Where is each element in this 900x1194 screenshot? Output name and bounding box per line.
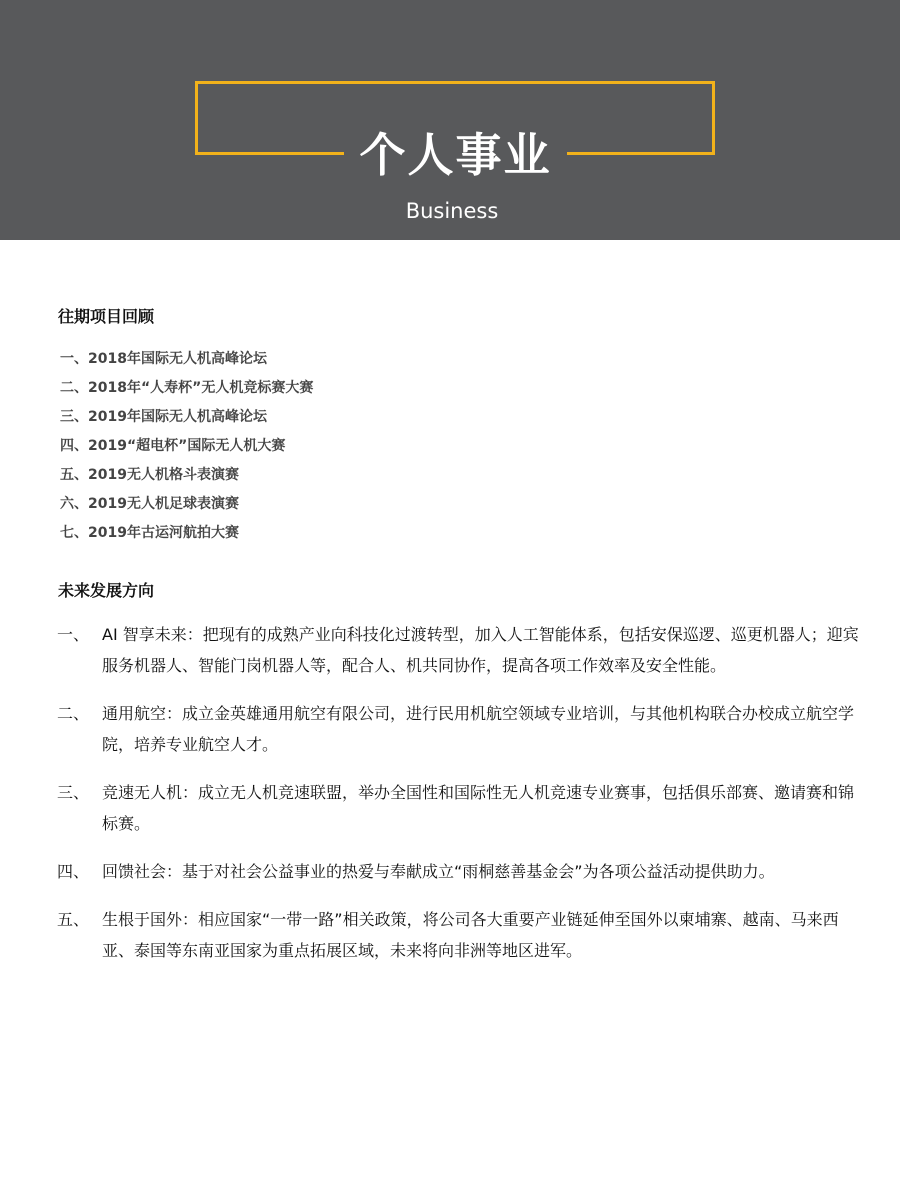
future-direction-text: 竞速无人机：成立无人机竞速联盟，举办全国性和国际性无人机竞速专业赛事，包括俱乐部赛、邀请赛和锦标赛。 — [102, 783, 855, 833]
future-direction-item — [57, 904, 867, 966]
future-direction-item — [57, 777, 867, 839]
past-project-item: 一、2018年国际无人机高峰论坛 — [60, 351, 267, 367]
past-project-item: 五、2019无人机格斗表演赛 — [60, 467, 239, 483]
future-directions-heading: 未来发展方向 — [58, 581, 155, 600]
future-direction-text: AI 智享未来：把现有的成熟产业向科技化过渡转型，加入人工智能体系，包括安保巡逻、巡更机器人；迎宾服务机器人、智能门岗机器人等，配合人、机共同协作，提高各项工作效率及安全性能。 — [102, 625, 859, 675]
future-direction-item — [57, 698, 867, 760]
future-direction-item — [57, 856, 867, 887]
past-project-item: 七、2019年古运河航拍大赛 — [60, 525, 239, 541]
future-direction-number: 四、 — [57, 862, 90, 881]
page-title: 个人事业 — [359, 128, 552, 182]
future-direction-text: 生根于国外：相应国家“一带一路”相关政策，将公司各大重要产业链延伸至国外以柬埔寨、越南、马来西亚、泰国等东南亚国家为重点拓展区域，未来将向非洲等地区进军。 — [102, 910, 839, 960]
title-frame-bottom-left — [195, 152, 344, 155]
past-project-item: 六、2019无人机足球表演赛 — [60, 496, 239, 512]
past-project-item: 四、2019“超电杯”国际无人机大赛 — [60, 438, 286, 454]
past-project-item: 二、2018年“人寿杯”无人机竞标赛大赛 — [60, 380, 314, 396]
title-frame-bottom-right — [567, 152, 715, 155]
future-direction-item — [57, 619, 867, 681]
header-banner — [0, 0, 900, 240]
future-direction-number: 三、 — [57, 783, 90, 802]
future-direction-text: 通用航空：成立金英雄通用航空有限公司，进行民用机航空领域专业培训，与其他机构联合办校成立航空学院，培养专业航空人才。 — [102, 704, 855, 754]
page-subtitle: Business — [405, 199, 499, 223]
past-projects-heading: 往期项目回顾 — [58, 307, 155, 326]
future-direction-number: 一、 — [57, 625, 90, 644]
future-direction-number: 五、 — [57, 910, 90, 929]
future-direction-text: 回馈社会：基于对社会公益事业的热爱与奉献成立“雨桐慈善基金会”为各项公益活动提供助力。 — [102, 862, 775, 881]
past-projects-list — [60, 345, 313, 548]
future-direction-number: 二、 — [57, 704, 90, 723]
future-directions-list — [57, 619, 867, 966]
past-project-item: 三、2019年国际无人机高峰论坛 — [60, 409, 267, 425]
